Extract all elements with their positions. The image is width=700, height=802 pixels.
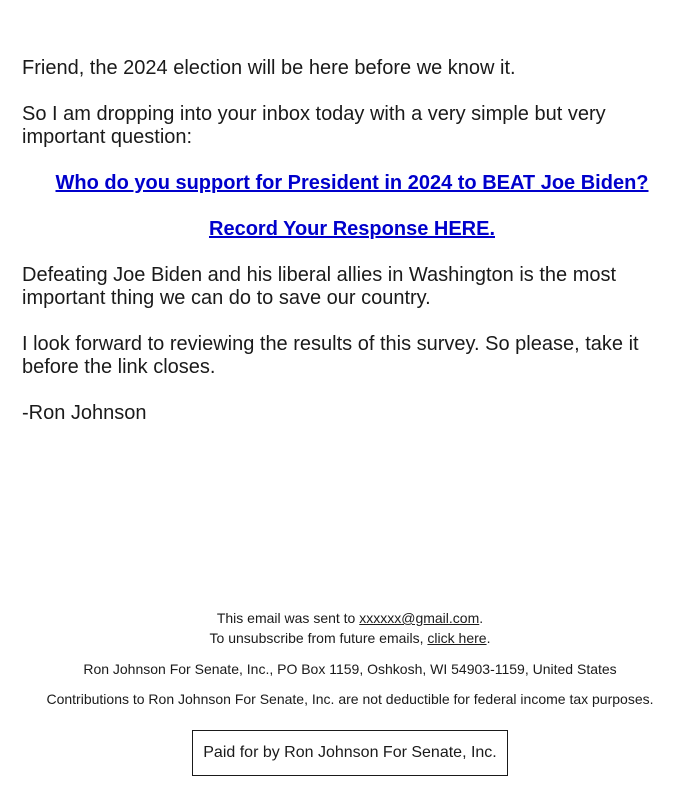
recipient-email-link[interactable]: xxxxxx@gmail.com: [359, 610, 480, 626]
mailing-address: Ron Johnson For Senate, Inc., PO Box 1159, Oshkosh, WI 54903-1159, United States: [83, 661, 617, 677]
unsubscribe-link[interactable]: click here: [427, 630, 487, 646]
record-response-link[interactable]: Record Your Response HERE.: [209, 218, 495, 240]
email-footer: [0, 608, 700, 776]
intro-paragraph: So I am dropping into your inbox today with a very simple but very important question:: [22, 103, 606, 148]
greeting-paragraph: Friend, the 2024 election will be here before we know it.: [22, 57, 516, 79]
unsubscribe-suffix: .: [486, 630, 491, 646]
unsubscribe-prefix: To unsubscribe from future emails,: [209, 630, 428, 646]
sent-to-suffix: .: [479, 610, 484, 626]
unsubscribe-line: [0, 628, 700, 648]
response-paragraph: [22, 218, 682, 241]
survey-paragraph: I look forward to reviewing the results of this survey. So please, take it before the link closes.: [22, 333, 639, 378]
defeat-paragraph: Defeating Joe Biden and his liberal allies in Washington is the most important thing we can do to save our country.: [22, 264, 617, 309]
signature: -Ron Johnson: [22, 402, 147, 424]
question-link[interactable]: Who do you support for President in 2024 to BEAT Joe Biden?: [55, 172, 649, 194]
sent-to-prefix: This email was sent to: [216, 610, 360, 626]
question-paragraph: [22, 172, 682, 195]
tax-disclaimer: Contributions to Ron Johnson For Senate, Inc. are not deductible for federal income tax purposes.: [46, 691, 654, 707]
paid-for-box: Paid for by Ron Johnson For Senate, Inc.: [192, 730, 508, 776]
email-body: [22, 57, 682, 448]
sent-to-line: [0, 608, 700, 628]
